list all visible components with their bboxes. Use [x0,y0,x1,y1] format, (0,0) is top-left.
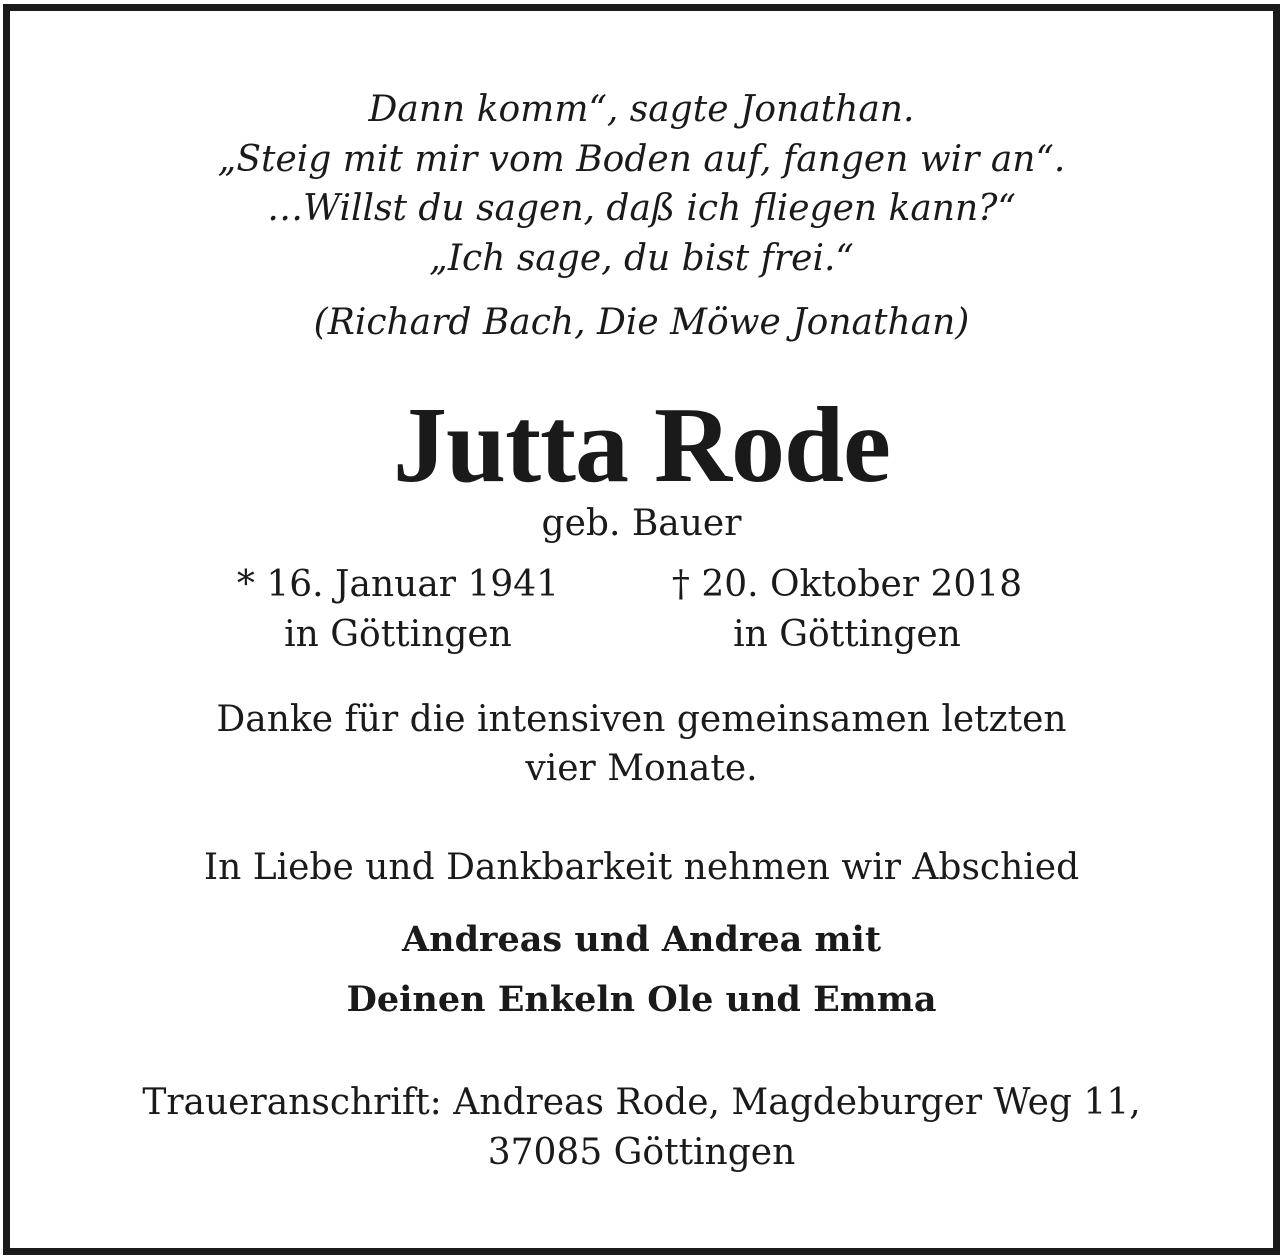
farewell-text: In Liebe und Dankbarkeit nehmen wir Abschied [203,847,1080,888]
obituary-notice [3,4,1280,1255]
death-date: † 20. Oktober 2018 [671,564,1023,605]
birth-place: in Göttingen [284,614,512,655]
thanks-line-1: Danke für die intensiven gemeinsamen letzten [216,699,1067,740]
maiden-name: geb. Bauer [541,503,742,544]
address-line-1: Traueranschrift: Andreas Rode, Magdeburger Weg 11, [142,1082,1141,1123]
quote-line-3: …Willst du sagen, daß ich fliegen kann?“ [267,188,1016,229]
quote-line-1: Dann komm“, sagte Jonathan. [368,89,915,130]
quote-source: (Richard Bach, Die Möwe Jonathan) [313,302,970,343]
death-place: in Göttingen [733,614,961,655]
quote-line-2: „Steig mit mir vom Boden auf, fangen wir an“. [217,139,1066,180]
quote-line-4: „Ich sage, du bist frei.“ [429,238,854,279]
deceased-name: Jutta Rode [393,386,890,505]
address-line-2: 37085 Göttingen [487,1132,796,1173]
mourners-line-1: Andreas und Andrea mit [401,919,882,960]
birth-date: * 16. Januar 1941 [236,564,560,605]
mourners-line-2: Deinen Enkeln Ole und Emma [346,979,937,1020]
thanks-line-2: vier Monate. [525,748,758,789]
